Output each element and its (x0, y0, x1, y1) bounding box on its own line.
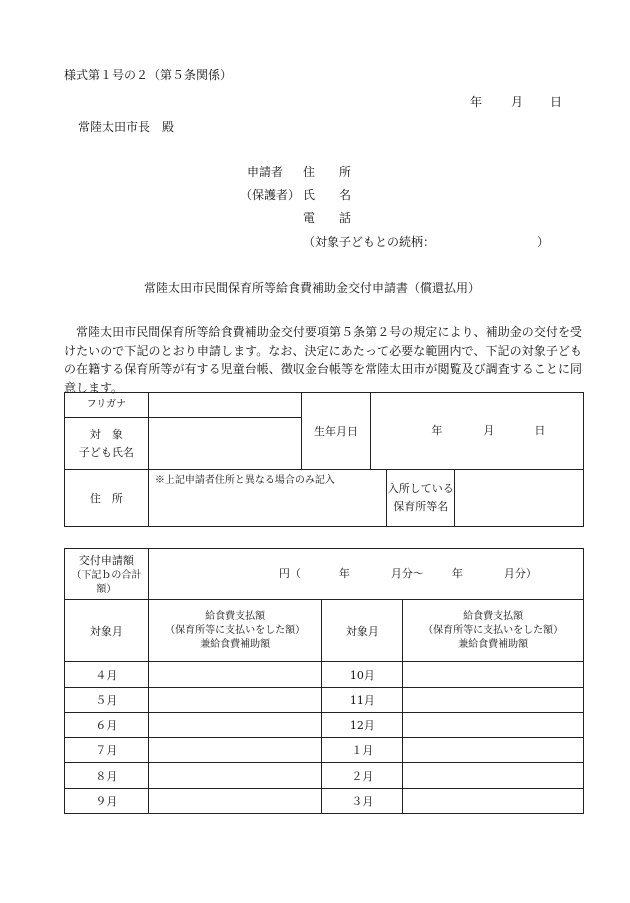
addressee: 常陸太田市長 殿 (78, 120, 175, 134)
to-month-label: 月分） (503, 567, 537, 580)
paid-header-left-2: （保育所等に支払いをした額） (165, 624, 306, 636)
furigana-label: フリガナ (65, 393, 149, 418)
from-month-label: 月分～ (390, 567, 424, 580)
facility-line2: 保育所等名 (393, 500, 449, 513)
guardian-label: （保護者） (240, 188, 301, 202)
name-label: 氏 名 (303, 188, 352, 202)
amount-input[interactable] (148, 549, 583, 600)
paid-header-right-1: 給食費支払額 (463, 610, 524, 622)
facility-input[interactable] (455, 470, 584, 527)
amount-cell[interactable] (148, 763, 322, 789)
amount-label-cell (65, 549, 149, 600)
amount-table (64, 548, 584, 814)
amount-cell[interactable] (403, 738, 584, 763)
paid-header-left-1: 給食費支払額 (205, 610, 266, 622)
yen-label: 円（ (278, 567, 301, 580)
paid-header-right-2: （保育所等に支払いをした額） (423, 624, 564, 636)
month-cell: ６月 (65, 713, 149, 738)
body-paragraph: 常陸太田市民間保育所等給食費補助金交付要項第５条第２号の規定により、補助金の交付を受けたいので下記のとおり申請します。なお、決定にあたって必要な範囲内で、下記の対象子どもの在籍する保育所等が有する児童台帳、徴収金台帳等を常陸太田市が閲覧及び調査することに同意します。 (64, 325, 582, 395)
month-cell: 11月 (322, 688, 403, 713)
child-name-line1: 対 象 (89, 427, 123, 441)
amount-cell[interactable] (403, 763, 584, 789)
birth-month-label: 月 (483, 424, 495, 437)
amount-cell[interactable] (403, 713, 584, 738)
amount-sub-label: （下記ｂの合計額） (71, 569, 142, 595)
month-cell: ４月 (65, 662, 149, 688)
child-address-label: 住 所 (65, 470, 149, 527)
month-cell: 10月 (322, 662, 403, 688)
amount-cell[interactable] (148, 738, 322, 763)
amount-cell[interactable] (148, 688, 322, 713)
month-cell: 12月 (322, 713, 403, 738)
amount-label: 交付申請額 (78, 553, 134, 567)
child-name-input[interactable] (148, 418, 301, 470)
phone-label: 電 話 (303, 211, 352, 225)
month-cell: １月 (322, 738, 403, 763)
month-cell: ３月 (322, 789, 403, 814)
birth-day-label: 日 (534, 424, 546, 437)
paid-header-right (403, 600, 584, 662)
birth-year-label: 年 (431, 424, 443, 437)
facility-label (387, 470, 455, 527)
facility-line1: 入所している (387, 482, 454, 495)
address-note: ※上記申請者住所と異なる場合のみ記入 (154, 475, 335, 486)
amount-cell[interactable] (403, 789, 584, 814)
amount-cell[interactable] (148, 713, 322, 738)
form-number: 様式第１号の２（第５条関係） (64, 68, 233, 82)
child-address-input[interactable] (148, 470, 387, 527)
paid-header-right-3: 兼給食費補助額 (458, 638, 529, 650)
month-header-left: 対象月 (65, 600, 149, 662)
date-year-label: 年 (470, 95, 483, 109)
to-year-label: 年 (451, 567, 463, 580)
from-year-label: 年 (338, 567, 350, 580)
month-cell: ８月 (65, 763, 149, 789)
child-name-label (65, 418, 149, 470)
month-cell: ７月 (65, 738, 149, 763)
date-day-label: 日 (550, 95, 563, 109)
paid-header-left-3: 兼給食費補助額 (200, 638, 271, 650)
relationship-label: （対象子どもとの続柄： ） (303, 235, 550, 249)
furigana-input[interactable] (148, 393, 301, 418)
month-cell: ９月 (65, 789, 149, 814)
applicant-label: 申請者 (247, 165, 284, 179)
date-month-label: 月 (511, 95, 524, 109)
birthdate-input[interactable] (371, 393, 584, 470)
amount-cell[interactable] (403, 688, 584, 713)
amount-cell[interactable] (148, 789, 322, 814)
document-title: 常陸太田市民間保育所等給食費補助金交付申請書（償還払用） (144, 281, 481, 295)
address-label: 住 所 (303, 165, 352, 179)
amount-cell[interactable] (148, 662, 322, 688)
month-header-right: 対象月 (322, 600, 403, 662)
child-name-line2: 子ども氏名 (78, 445, 134, 459)
paid-header-left (148, 600, 322, 662)
month-cell: ５月 (65, 688, 149, 713)
amount-cell[interactable] (403, 662, 584, 688)
month-cell: ２月 (322, 763, 403, 789)
birthdate-label: 生年月日 (301, 393, 371, 470)
child-info-table (64, 392, 584, 527)
